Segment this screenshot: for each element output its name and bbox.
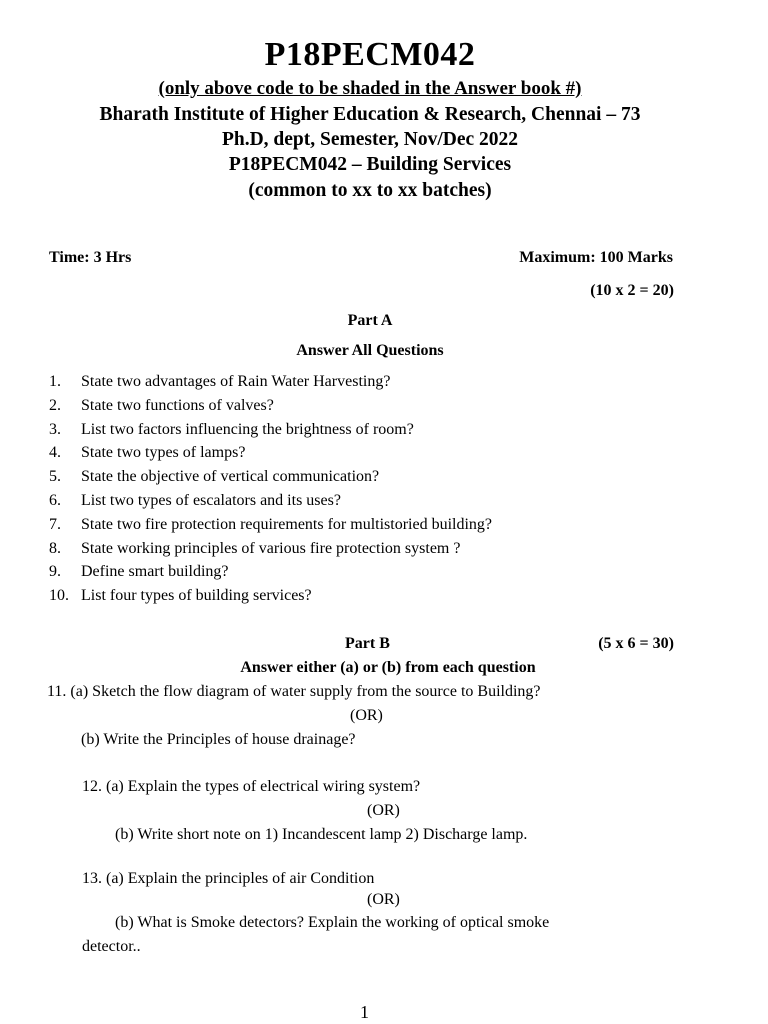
course-code: P18PECM042 xyxy=(264,36,476,73)
question-11-or: (OR) xyxy=(350,707,383,724)
question-11a: 11. (a) Sketch the flow diagram of water supply from the source to Building? xyxy=(47,683,541,700)
batches-note: (common to xx to xx batches) xyxy=(248,180,492,201)
question-text: List four types of building services? xyxy=(81,587,312,605)
question-number: 4. xyxy=(49,444,61,462)
question-11b: (b) Write the Principles of house drainage? xyxy=(81,731,356,748)
question-number: 1. xyxy=(49,373,61,390)
question-number: 2. xyxy=(49,396,61,414)
question-text: State two functions of valves? xyxy=(81,396,274,414)
list-item xyxy=(49,586,492,610)
part-b-marks: (5 x 6 = 30) xyxy=(598,635,674,652)
list-item xyxy=(49,467,492,491)
list-item xyxy=(49,372,492,396)
list-item xyxy=(49,491,492,515)
subject-title: P18PECM042 – Building Services xyxy=(228,154,512,175)
question-number: 7. xyxy=(49,515,61,533)
question-text: List two factors influencing the brightness of room? xyxy=(81,420,414,438)
question-number: 10. xyxy=(49,587,69,605)
list-item xyxy=(49,539,492,563)
list-item xyxy=(49,562,492,586)
list-item xyxy=(49,396,492,420)
question-text: State two advantages of Rain Water Harvesting? xyxy=(81,373,391,390)
question-text: State two fire protection requirements for multistoried building? xyxy=(81,515,493,533)
question-number: 5. xyxy=(49,468,61,486)
institute-name: Bharath Institute of Higher Education & Research, Chennai – 73 xyxy=(99,104,641,125)
question-13b-continuation: detector.. xyxy=(82,938,141,955)
question-number: 6. xyxy=(49,491,61,509)
question-number: 3. xyxy=(49,420,61,438)
part-b-title: Part B xyxy=(345,635,390,652)
question-12-or: (OR) xyxy=(367,802,400,819)
max-label: Maximum xyxy=(519,249,591,266)
question-text: State working principles of various fire protection system ? xyxy=(81,539,461,557)
maximum-marks xyxy=(519,249,673,267)
question-text: Define smart building? xyxy=(81,563,229,581)
page-number: 1 xyxy=(360,1002,369,1022)
part-a-title: Part A xyxy=(347,312,393,329)
question-number: 9. xyxy=(49,563,61,581)
question-12a: 12. (a) Explain the types of electrical wiring system? xyxy=(82,778,421,795)
part-a-instruction: Answer All Questions xyxy=(296,342,444,359)
time-label: Time xyxy=(49,249,85,266)
question-13a: 13. (a) Explain the principles of air Condition xyxy=(82,870,375,887)
question-text: State two types of lamps? xyxy=(81,444,246,462)
part-a-question-list xyxy=(49,372,492,610)
question-13-or: (OR) xyxy=(367,891,400,908)
exam-title: Ph.D, dept, Semester, Nov/Dec 2022 xyxy=(221,129,519,150)
time-allowed xyxy=(49,249,131,267)
shading-note: (only above code to be shaded in the Answer book #) xyxy=(158,78,582,99)
list-item xyxy=(49,420,492,444)
max-value: : 100 Marks xyxy=(590,249,673,266)
question-text: List two types of escalators and its uses? xyxy=(81,491,341,509)
question-number: 8. xyxy=(49,539,61,557)
question-text: State the objective of vertical communication? xyxy=(81,468,380,486)
time-value: : 3 Hrs xyxy=(84,249,132,266)
list-item xyxy=(49,515,492,539)
question-13b: (b) What is Smoke detectors? Explain the working of optical smoke xyxy=(115,914,550,931)
part-b-instruction: Answer either (a) or (b) from each question xyxy=(240,659,536,676)
question-12b: (b) Write short note on 1) Incandescent lamp 2) Discharge lamp. xyxy=(115,826,528,843)
list-item xyxy=(49,443,492,467)
part-a-marks: (10 x 2 = 20) xyxy=(590,282,674,299)
